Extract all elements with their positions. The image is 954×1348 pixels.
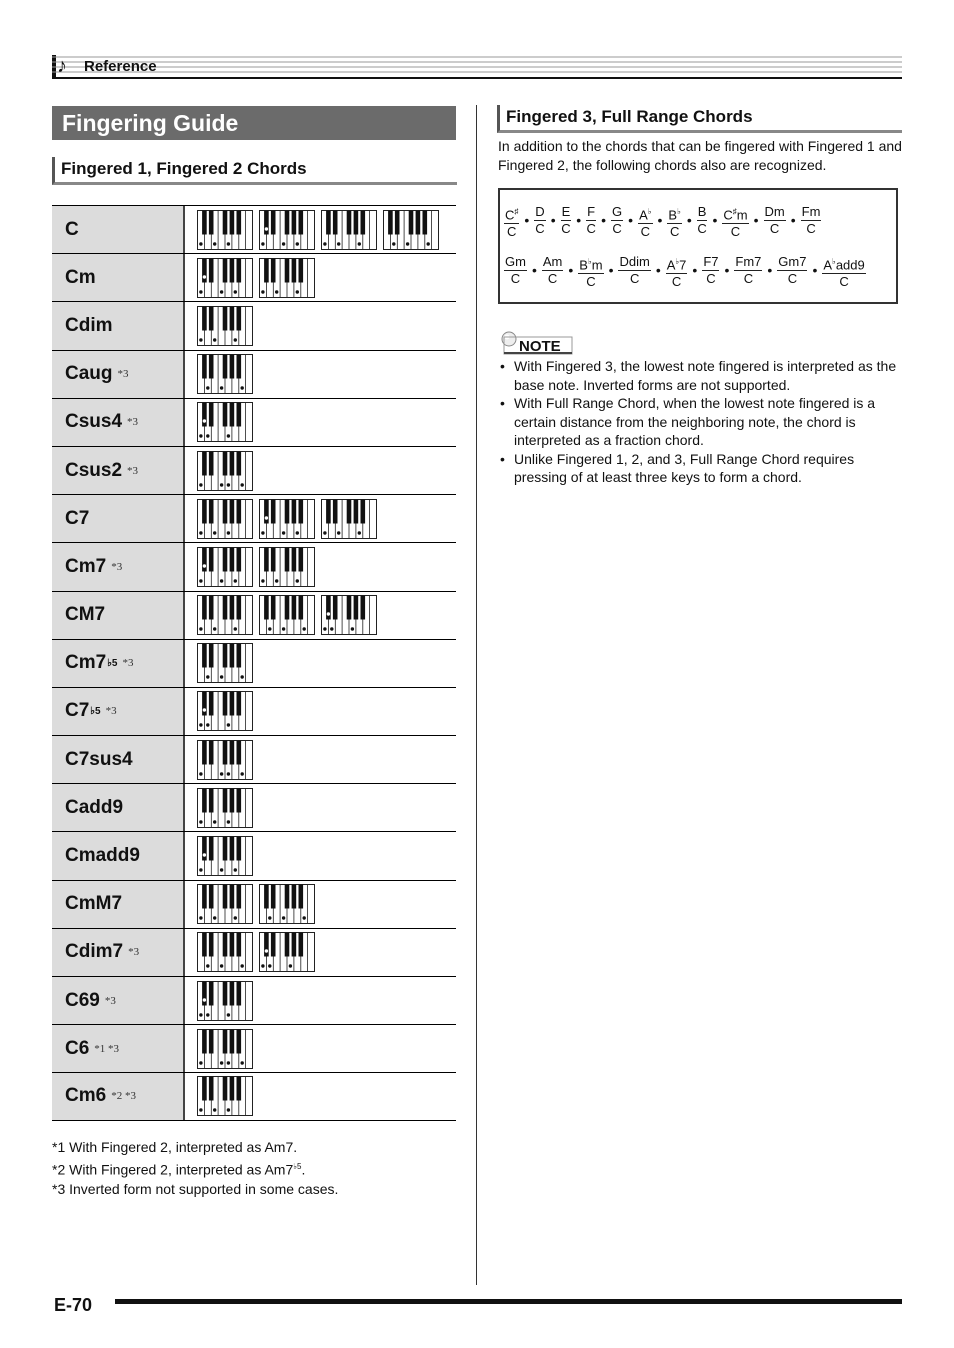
header-rule-lines [52, 55, 902, 81]
keyboard-diagram [197, 499, 253, 539]
chord-footnote-ref: *3 [105, 705, 117, 718]
chord-row [52, 735, 456, 783]
fraction-chord: $\frac{A^♭}{C}$ [638, 204, 652, 240]
diagram-group [197, 1073, 253, 1119]
fraction-chord: $\frac{A^♭7}{C}$ [666, 254, 688, 290]
fraction-chord: $\frac{Fm}{C}$ [801, 204, 821, 236]
keyboard-diagram [321, 499, 377, 539]
chord-row [52, 880, 456, 928]
chord-name: Csus4 *3 [52, 399, 185, 446]
separator-dot: • [724, 262, 730, 278]
diagram-group [197, 254, 315, 301]
keyboard-diagram [259, 595, 315, 635]
chord-table [52, 205, 456, 1121]
separator-dot: • [531, 262, 537, 278]
chord-row [52, 976, 456, 1024]
keyboard-diagram [197, 595, 253, 635]
keyboard-diagram [259, 932, 315, 972]
keyboard-diagram [197, 884, 253, 924]
diagram-group [197, 399, 253, 446]
separator-dot: • [628, 212, 634, 228]
note-list [498, 357, 903, 487]
subheading-fingered-3: Fingered 3, Full Range Chords [497, 105, 902, 133]
chord-row [52, 928, 456, 976]
section-label: Reference [84, 58, 157, 75]
chord-row [52, 205, 456, 253]
chord-name: C7 ♭5 *3 [52, 688, 185, 735]
chord-row [52, 1024, 456, 1072]
page-number: E-70 [54, 1295, 93, 1315]
chord-footnote-ref: *3 [127, 464, 139, 477]
keyboard-diagram [197, 354, 253, 394]
footnote-3: *3 Inverted form not supported in some cases. [52, 1180, 339, 1197]
keyboard-diagram [259, 210, 315, 250]
keyboard-diagram [197, 1029, 253, 1069]
diagram-group [197, 592, 377, 639]
chord-name: Cm [52, 254, 185, 301]
chord-row [52, 639, 456, 687]
keyboard-diagram [259, 884, 315, 924]
keyboard-diagram [197, 932, 253, 972]
separator-dot: • [601, 212, 607, 228]
keyboard-diagram [197, 402, 253, 442]
diagram-group [197, 447, 253, 494]
fraction-chord: $\frac{Dm}{C}$ [764, 204, 785, 236]
separator-dot: • [686, 212, 692, 228]
chord-footnote-ref: *3 [122, 657, 134, 670]
diagram-group [197, 495, 377, 542]
chord-row [52, 783, 456, 831]
note-item: • With Fingered 3, the lowest note fingered is interpreted as the base note. Inverted forms are not supported. [498, 357, 903, 394]
keyboard-diagram [197, 306, 253, 346]
subheading-fingered-1-2: Fingered 1, Fingered 2 Chords [52, 157, 457, 185]
diagram-group [197, 543, 315, 590]
chord-row [52, 301, 456, 349]
chord-name: Caug *3 [52, 351, 185, 398]
chord-name: CmM7 [52, 881, 185, 928]
separator-dot: • [790, 212, 796, 228]
fraction-chord: $\frac{F}{C}$ [586, 204, 596, 236]
footnote-1: *1 With Fingered 2, interpreted as Am7. [52, 1139, 298, 1155]
chord-footnote-ref: *3 [104, 994, 116, 1007]
fraction-chord: $\frac{E}{C}$ [561, 204, 571, 236]
footnotes [52, 1138, 338, 1199]
keyboard-diagram [321, 210, 377, 250]
keyboard-diagram [197, 258, 253, 298]
fraction-chord: $\frac{A^♭add9}{C}$ [822, 254, 865, 290]
fraction-chord: $\frac{G}{C}$ [612, 204, 623, 236]
note-item: • With Full Range Chord, when the lowest note fingered is a certain distance from the neighboring note, the chord is interpreted as a fraction chord. [498, 394, 903, 450]
chord-row [52, 687, 456, 735]
keyboard-diagram [197, 740, 253, 780]
chord-name: Cm7 *3 [52, 543, 185, 590]
fraction-chord: $\frac{Gm}{C}$ [505, 254, 526, 286]
keyboard-diagram [197, 643, 253, 683]
separator-dot: • [576, 212, 582, 228]
fraction-row-2 [504, 254, 866, 290]
diagram-group [197, 1025, 253, 1072]
chord-name: C7 [52, 495, 185, 542]
column-divider [476, 105, 477, 1285]
keyboard-diagram [197, 981, 253, 1021]
chord-footnote-ref: *2 *3 [111, 1090, 136, 1103]
diagram-group [197, 784, 253, 831]
keyboard-diagram [197, 547, 253, 587]
separator-dot: • [712, 212, 718, 228]
diagram-group [197, 977, 253, 1024]
fraction-chord: $\frac{\text{Ddim}}{C}$ [619, 254, 650, 286]
fraction-chord: $\frac{Am}{C}$ [542, 254, 563, 286]
chord-footnote-ref: *3 [117, 368, 129, 381]
chord-name: C6 *1 *3 [52, 1025, 185, 1072]
chord-name: Cm7 ♭5 *3 [52, 640, 185, 687]
diagram-group [197, 832, 253, 879]
chord-name: Csus2 *3 [52, 447, 185, 494]
keyboard-diagram [197, 451, 253, 491]
page-title: Fingering Guide [52, 106, 456, 140]
separator-dot: • [753, 212, 759, 228]
chord-name: C7sus4 [52, 736, 185, 783]
chord-row [52, 1072, 456, 1120]
note-badge [500, 331, 574, 355]
footer-rule [115, 1299, 902, 1304]
chord-row [52, 446, 456, 494]
fraction-chord: $\frac{D}{C}$ [535, 204, 545, 236]
fraction-chord: $\frac{Gm7}{C}$ [778, 254, 807, 286]
note-label: NOTE [519, 338, 561, 355]
separator-dot: • [550, 212, 556, 228]
fraction-row-1 [504, 204, 821, 240]
separator-dot: • [657, 212, 663, 228]
keyboard-diagram [197, 788, 253, 828]
full-range-chord-box [498, 188, 898, 304]
separator-dot: • [655, 262, 661, 278]
fraction-chord: $\frac{Fm7}{C}$ [735, 254, 762, 286]
fraction-chord: $\frac{B^♭m}{C}$ [578, 254, 603, 290]
chord-name: C [52, 206, 185, 253]
separator-dot: • [767, 262, 773, 278]
diagram-group [197, 881, 315, 928]
fraction-chord: $\frac{B^♭}{C}$ [667, 204, 681, 240]
chord-row [52, 831, 456, 879]
keyboard-diagram [197, 836, 253, 876]
chord-name: CM7 [52, 592, 185, 639]
chord-row [52, 398, 456, 446]
keyboard-diagram [321, 595, 377, 635]
separator-dot: • [524, 212, 530, 228]
chord-name: C69 *3 [52, 977, 185, 1024]
keyboard-diagram [383, 210, 439, 250]
separator-dot: • [812, 262, 818, 278]
chord-footnote-ref: *3 [111, 560, 123, 573]
chord-name: Cdim [52, 302, 185, 349]
note-item: • Unlike Fingered 1, 2, and 3, Full Range Chord requires pressing of at least three keys to form a chord. [498, 450, 903, 487]
chord-row [52, 542, 456, 590]
keyboard-diagram [197, 691, 253, 731]
chord-row [52, 253, 456, 301]
chord-footnote-ref: *3 [127, 416, 139, 429]
diagram-group [197, 351, 253, 398]
fraction-chord: $\frac{F7}{C}$ [703, 254, 719, 286]
chord-footnote-ref: *1 *3 [94, 1042, 120, 1055]
chord-name: Cdim7 *3 [52, 929, 185, 976]
fraction-chord: $\frac{C^♯}{C}$ [504, 204, 519, 240]
diagram-group [197, 688, 253, 735]
separator-dot: • [608, 262, 614, 278]
separator-dot: • [692, 262, 698, 278]
diagram-group [197, 736, 253, 783]
diagram-group [197, 302, 253, 349]
fraction-chord: $\frac{B}{C}$ [697, 204, 707, 236]
diagram-group [197, 929, 315, 976]
keyboard-diagram [197, 210, 253, 250]
chord-name: Cmadd9 [52, 832, 185, 879]
chord-row [52, 591, 456, 639]
footnote-2: *2 With Fingered 2, interpreted as $Am7^{♭5}$. [52, 1161, 306, 1178]
separator-dot: • [568, 262, 574, 278]
music-note-icon: ♪ [57, 55, 67, 77]
chord-row [52, 494, 456, 542]
chord-name: Cm6 *2 *3 [52, 1073, 185, 1119]
keyboard-diagram [259, 499, 315, 539]
intro-paragraph: In addition to the chords that can be fingered with Fingered 1 and Fingered 2, the following chords also are recognized. [498, 138, 902, 173]
chord-name: Cadd9 [52, 784, 185, 831]
keyboard-diagram [197, 1076, 253, 1116]
keyboard-diagram [259, 258, 315, 298]
diagram-group [197, 640, 253, 687]
diagram-group [197, 206, 439, 253]
keyboard-diagram [259, 547, 315, 587]
chord-row [52, 350, 456, 398]
chord-footnote-ref: *3 [128, 946, 140, 959]
fraction-chord: $\frac{C^♯m}{C}$ [722, 204, 748, 240]
